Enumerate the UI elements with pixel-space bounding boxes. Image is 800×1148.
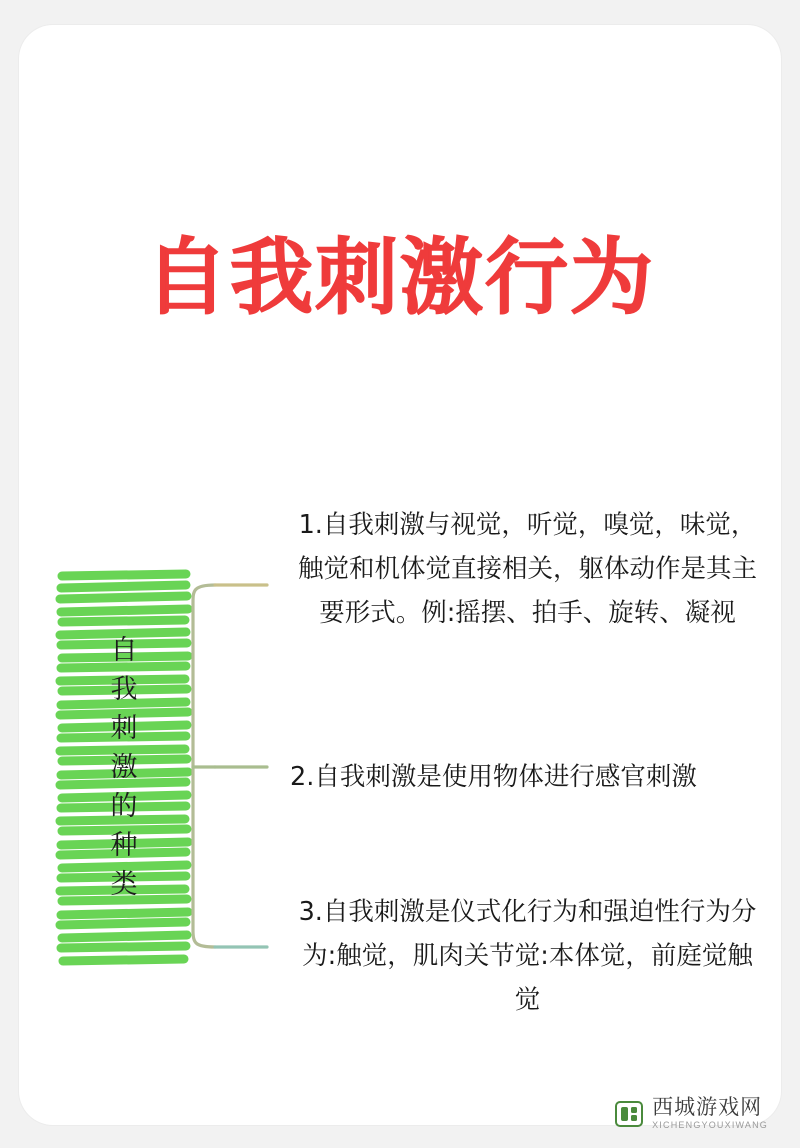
- root-label-char: 类: [110, 869, 138, 900]
- watermark-domain: XICHENGYOUXIWANG: [652, 1120, 768, 1130]
- page-title: 自我刺激行为: [145, 229, 655, 326]
- root-label-char: 刺: [110, 713, 138, 744]
- root-label-char: 种: [110, 830, 138, 861]
- watermark-text: [652, 1097, 768, 1130]
- branch-item-2: 2.自我刺激是使用物体进行感官刺激: [290, 762, 697, 792]
- root-label-char: 的: [110, 791, 138, 822]
- root-label-char: 激: [110, 752, 138, 783]
- watermark-name: 西城游戏网: [652, 1095, 763, 1119]
- root-label-char: 自: [110, 635, 138, 666]
- root-label-char: 我: [110, 674, 138, 705]
- branch-item-1: 1.自我刺激与视觉，听觉，嗅觉，味觉，触觉和机体觉直接相关，躯体动作是其主要形式。例:摇摆、拍手、旋转、凝视: [297, 510, 757, 628]
- root-node: [54, 568, 194, 968]
- watermark: [614, 1097, 768, 1130]
- root-node-label: [54, 568, 194, 968]
- branch-item-3: 3.自我刺激是仪式化行为和强迫性行为分为:触觉，肌肉关节觉:本体觉，前庭觉触觉: [298, 897, 757, 1015]
- branch-connectors: [185, 555, 295, 975]
- gamepad-icon: [614, 1099, 644, 1129]
